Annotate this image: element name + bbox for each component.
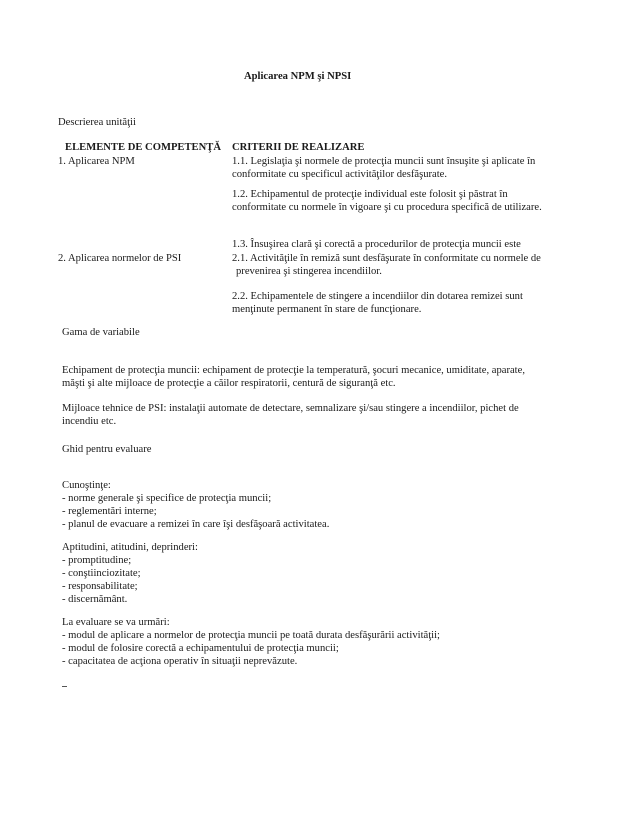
knowledge-item-2: - reglementări interne; [62,506,157,517]
evaluation-criteria-heading: La evaluare se va urmări: [62,617,170,628]
knowledge-item-3: - planul de evacuare a remizei în care îşi desfăşoară activitatea. [62,519,330,530]
criterion-2-1-line-1: 2.1. Activităţile în remiză sunt desfăşurate în conformitate cu normele de [232,253,541,264]
knowledge-heading: Cunoştinţe: [62,480,111,491]
evaluation-criteria-item-3: - capacitatea de acţiona operativ în situaţii neprevăzute. [62,656,298,667]
unit-description-heading: Descrierea unităţii [58,117,136,128]
criterion-1-1-line-2: conformitate cu specificul activităţilor desfăşurate. [232,169,448,180]
variables-paragraph-2-line-2: incendiu etc. [62,416,117,427]
criterion-1-3-line-1: 1.3. Însuşirea clară şi corectă a procedurilor de protecţia muncii este [232,239,521,250]
skills-item-2: - conştiinciozitate; [62,568,141,579]
skills-heading: Aptitudini, atitudini, deprinderi: [62,542,198,553]
skills-item-1: - promptitudine; [62,555,132,566]
variables-paragraph-2-line-1: Mijloace tehnice de PSI: instalaţii automate de detectare, semnalizare şi/sau stingere a incendiilor, pichet de [62,403,519,414]
header-competence-elements: ELEMENTE DE COMPETENŢĂ [65,142,221,153]
evaluation-criteria-item-2: - modul de folosire corectă a echipamentului de protecţia muncii; [62,643,339,654]
page-title: Aplicarea NPM şi NPSI [244,71,352,82]
evaluation-guide-heading: Ghid pentru evaluare [62,444,152,455]
skills-item-4: - discernământ. [62,594,128,605]
criterion-1-1-line-1: 1.1. Legislaţia şi normele de protecţia muncii sunt însuşite şi aplicate în [232,156,536,167]
competence-element-2: 2. Aplicarea normelor de PSI [58,253,182,264]
variables-paragraph-1-line-2: măşti şi alte mijloace de protecţie a căilor respiratorii, centură de siguranţă etc. [62,378,396,389]
criterion-2-1-line-2: prevenirea şi stingerea incendiilor. [236,266,382,277]
knowledge-item-1: - norme generale şi specifice de protecţia muncii; [62,493,272,504]
variables-heading: Gama de variabile [62,327,140,338]
criterion-2-2-line-1: 2.2. Echipamentele de stingere a incendiilor din dotarea remizei sunt [232,291,523,302]
skills-item-3: - responsabilitate; [62,581,138,592]
criterion-2-2-line-2: menţinute permanent în stare de funcţionare. [232,304,422,315]
header-realization-criteria: CRITERII DE REALIZARE [232,142,365,153]
end-dash-mark [62,686,67,687]
criterion-1-2-line-2: conformitate cu normele în vigoare şi cu procedura specifică de utilizare. [232,202,542,213]
variables-paragraph-1-line-1: Echipament de protecţia muncii: echipament de protecţie la temperatură, şocuri mecanice, umiditate, aparate, [62,365,525,376]
competence-element-1: 1. Aplicarea NPM [58,156,135,167]
evaluation-criteria-item-1: - modul de aplicare a normelor de protecţia muncii pe toată durata desfăşurării activităţii; [62,630,440,641]
criterion-1-2-line-1: 1.2. Echipamentul de protecţie individual este folosit şi păstrat în [232,189,508,200]
